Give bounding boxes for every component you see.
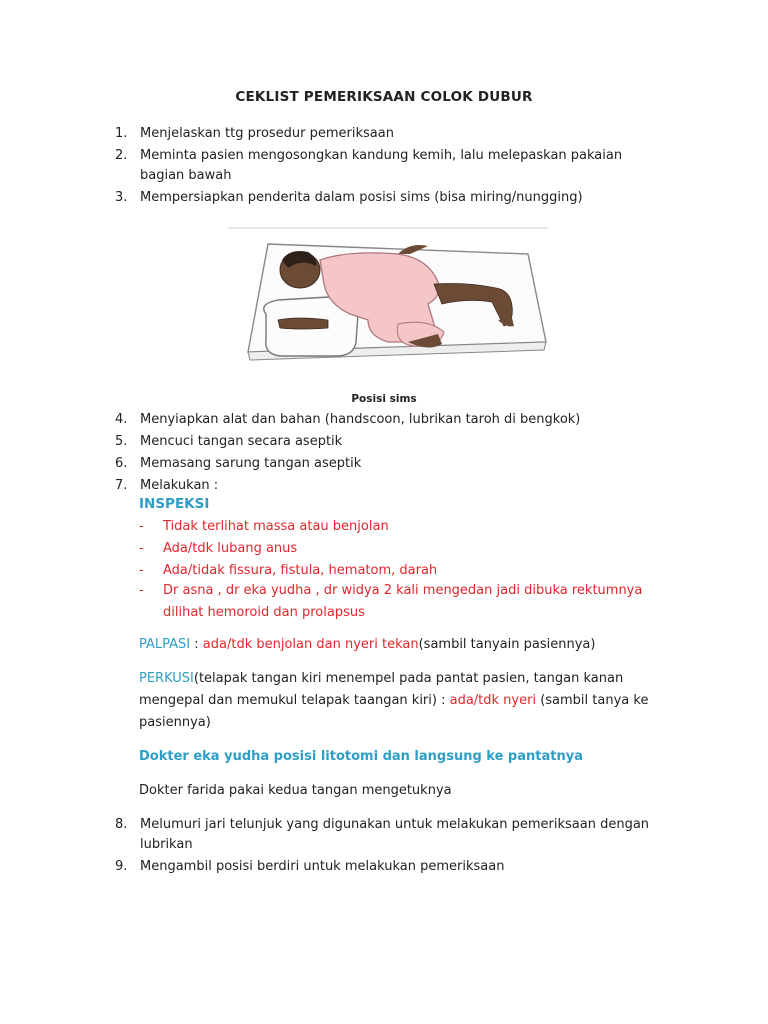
item-number: 2. xyxy=(115,148,128,163)
item-text: Menyiapkan alat dan bahan (handscoon, lubrikan taroh di bengkok) xyxy=(140,412,581,427)
item-text: Menjelaskan ttg prosedur pemeriksaan xyxy=(140,126,394,141)
item-number: 7. xyxy=(115,478,128,493)
item-text: Melakukan : xyxy=(140,478,219,493)
perkusi-label: PERKUSI xyxy=(139,671,194,686)
sims-position-illustration xyxy=(228,224,548,384)
palpasi-separator: : xyxy=(190,637,203,652)
note-eka-yudha: Dokter eka yudha posisi litotomi dan langsung ke pantatnya xyxy=(139,749,583,764)
item-text: Mencuci tangan secara aseptik xyxy=(140,434,343,449)
page-title: CEKLIST PEMERIKSAAN COLOK DUBUR xyxy=(235,89,533,105)
note-farida: Dokter farida pakai kedua tangan mengetuknya xyxy=(139,783,452,798)
bullet-text: Ada/tdk lubang anus xyxy=(163,541,298,556)
item-number: 5. xyxy=(115,434,128,449)
sims-position-image xyxy=(228,224,548,384)
inspeksi-heading: INSPEKSI xyxy=(139,496,210,512)
bullet-text: Dr asna , dr eka yudha , dr widya 2 kali mengedan jadi dibuka rektumnya dilihat hemoroid dan prolapsus xyxy=(163,583,643,620)
figure-caption: Posisi sims xyxy=(351,393,417,405)
item-text: Meminta pasien mengosongkan kandung kemih, lalu melepaskan pakaian bagian bawah xyxy=(140,148,623,183)
item-text: Melumuri jari telunjuk yang digunakan untuk melakukan pemeriksaan dengan lubrikan xyxy=(140,817,650,852)
palpasi-label: PALPASI xyxy=(139,637,191,652)
perkusi-note: (sambil tanya ke pasiennya) xyxy=(139,693,649,730)
item-number: 3. xyxy=(115,190,128,205)
item-number: 4. xyxy=(115,412,128,427)
item-text: Mempersiapkan penderita dalam posisi sims (bisa miring/nungging) xyxy=(140,190,583,205)
bullet-dash: - xyxy=(139,541,144,556)
item-number: 6. xyxy=(115,456,128,471)
bullet-dash: - xyxy=(139,563,144,578)
bullet-text: Ada/tidak fissura, fistula, hematom, darah xyxy=(163,563,438,578)
perkusi-paragraph xyxy=(139,668,659,734)
item-text: Mengambil posisi berdiri untuk melakukan pemeriksaan xyxy=(140,859,505,874)
item-number: 1. xyxy=(115,126,128,141)
bullet-text: Tidak terlihat massa atau benjolan xyxy=(163,519,389,534)
item-number: 8. xyxy=(115,817,128,832)
palpasi-paragraph xyxy=(139,634,659,656)
item-text: Memasang sarung tangan aseptik xyxy=(140,456,362,471)
palpasi-note: (sambil tanyain pasiennya) xyxy=(418,637,596,652)
perkusi-description: (telapak tangan kiri menempel pada pantat pasien, tangan kanan mengepal dan memukul telapak taangan kiri) : xyxy=(139,671,624,708)
bullet-dash: - xyxy=(139,583,144,598)
palpasi-finding: ada/tdk benjolan dan nyeri tekan xyxy=(202,637,419,652)
item-number: 9. xyxy=(115,859,128,874)
perkusi-finding: ada/tdk nyeri xyxy=(449,693,537,708)
bullet-dash: - xyxy=(139,519,144,534)
